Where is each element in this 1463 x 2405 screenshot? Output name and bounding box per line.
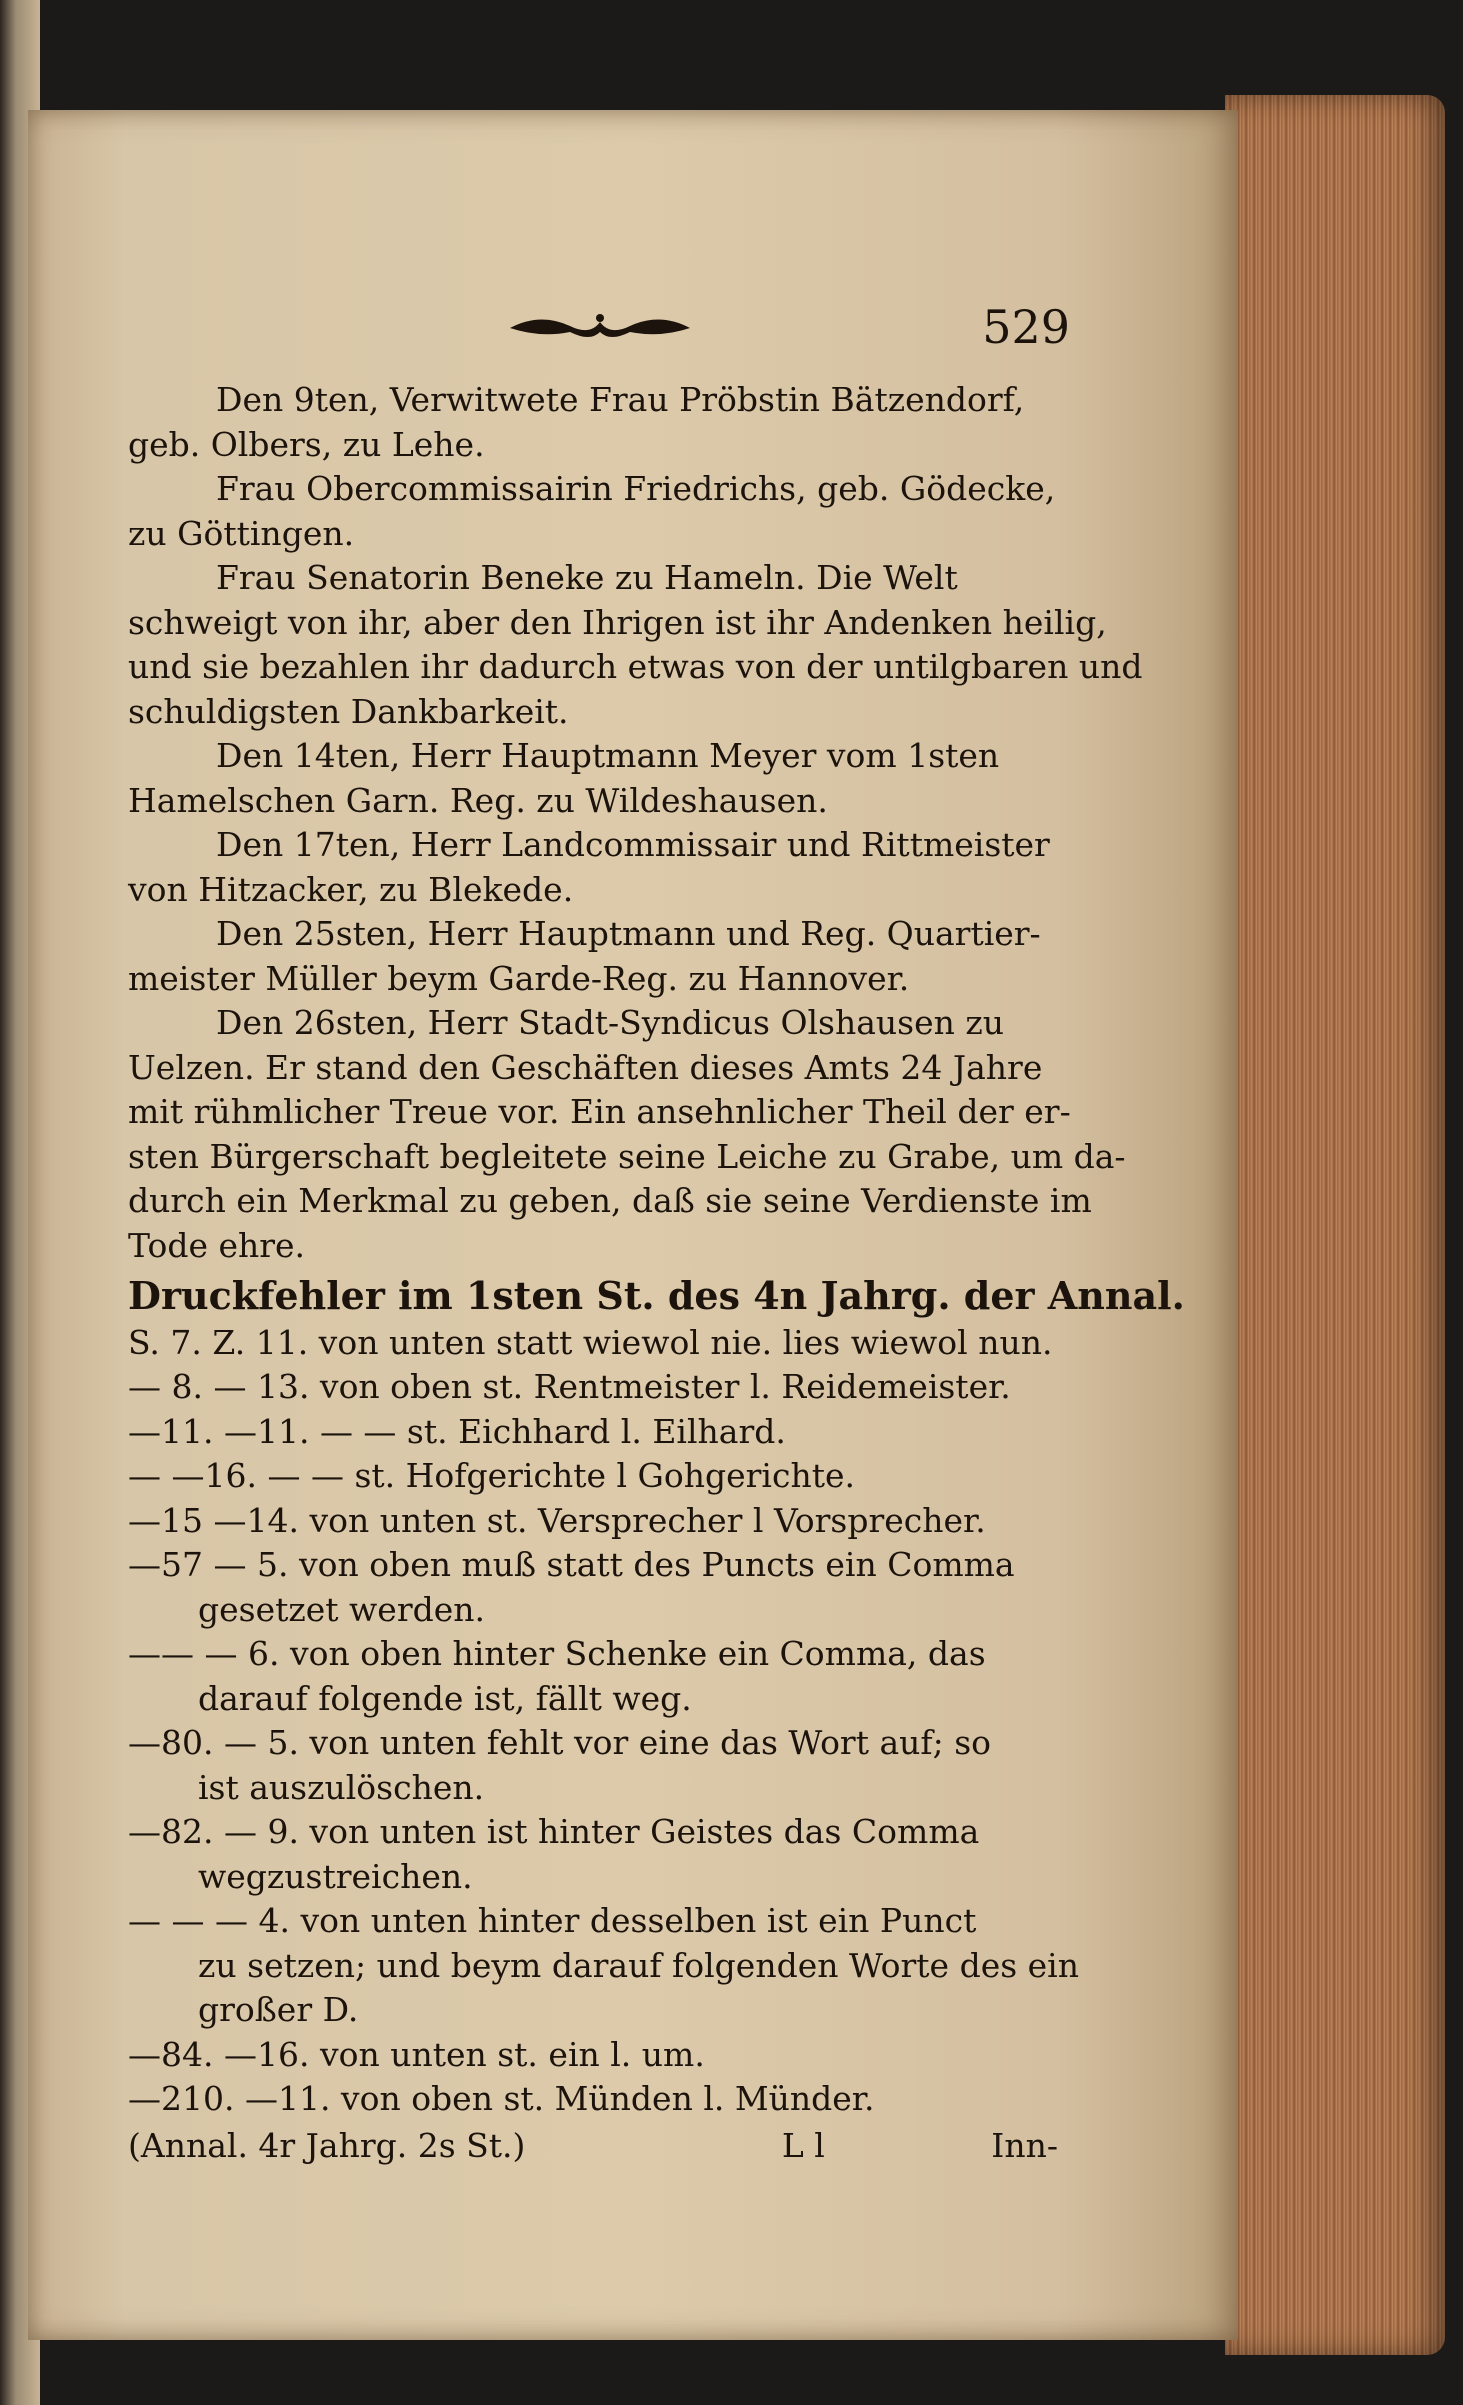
- text-line: mit rühmlicher Treue vor. Ein ansehnlicher Theil der er-: [128, 1092, 1071, 1131]
- text-line: meister Müller beym Garde-Reg. zu Hannover.: [128, 958, 910, 998]
- errata-entry-continuation: gesetzet werden.: [198, 1589, 485, 1629]
- errata-entry: —210. —11. von oben st. Münden l. Münder.: [128, 2079, 875, 2118]
- text-line: schuldigsten Dankbarkeit.: [128, 691, 569, 731]
- page-number: 529: [982, 300, 1070, 354]
- text-line: und sie bezahlen ihr dadurch etwas von der untilgbaren und: [128, 647, 1143, 686]
- page-text: [128, 378, 1185, 2168]
- errata-entry: —15 —14. von unten st. Versprecher l Vorsprecher.: [128, 1500, 986, 1540]
- text-line: Tode ehre.: [128, 1225, 306, 1265]
- text-line: schweigt von ihr, aber den Ihrigen ist ihr Andenken heilig,: [128, 602, 1107, 642]
- page-header: [500, 300, 1080, 360]
- text-line: Den 26sten, Herr Stadt-Syndicus Olshausen zu: [216, 1003, 1005, 1042]
- errata-heading: Druckfehler im 1sten St. des 4n Jahrg. der Annal.: [128, 1273, 1185, 1318]
- text-line: von Hitzacker, zu Blekede.: [128, 869, 574, 909]
- errata-entry: —82. — 9. von unten ist hinter Geistes das Comma: [128, 1812, 980, 1851]
- fleuron-ornament-icon: [500, 308, 700, 342]
- text-line: Uelzen. Er stand den Geschäften dieses Amts 24 Jahre: [128, 1047, 1043, 1087]
- errata-entry-continuation: wegzustreichen.: [198, 1856, 473, 1896]
- errata-entry: —84. —16. von unten st. ein l. um.: [128, 2034, 705, 2074]
- text-line: Den 25sten, Herr Hauptmann und Reg. Quartier-: [216, 914, 1041, 953]
- errata-entry: —57 — 5. von oben muß statt des Puncts ein Comma: [128, 1545, 1015, 1584]
- text-line: Den 14ten, Herr Hauptmann Meyer vom 1sten: [216, 736, 1000, 775]
- errata-entry-continuation: großer D.: [198, 1990, 359, 2029]
- errata-entry: —80. — 5. von unten fehlt vor eine das Wort auf; so: [128, 1723, 992, 1762]
- text-line: Frau Senatorin Beneke zu Hameln. Die Welt: [216, 558, 958, 597]
- text-line: sten Bürgerschaft begleitete seine Leiche zu Grabe, um da-: [128, 1136, 1126, 1176]
- errata-entry: — —16. — — st. Hofgerichte l Gohgerichte.: [128, 1456, 855, 1495]
- errata-list: [128, 1321, 1079, 2122]
- text-line: Den 9ten, Verwitwete Frau Pröbstin Bätzendorf,: [216, 380, 1025, 419]
- source-reference: (Annal. 4r Jahrg. 2s St.): [128, 2125, 526, 2165]
- text-line: Frau Obercommissairin Friedrichs, geb. Gödecke,: [216, 469, 1056, 508]
- text-line: Hamelschen Garn. Reg. zu Wildeshausen.: [128, 780, 828, 820]
- text-line: Den 17ten, Herr Landcommissair und Rittmeister: [216, 825, 1050, 864]
- catchword: Inn-: [991, 2125, 1058, 2165]
- errata-entry: — — — 4. von unten hinter desselben ist ein Punct: [128, 1901, 977, 1940]
- text-line: durch ein Merkmal zu geben, daß sie seine Verdienste im: [128, 1181, 1092, 1220]
- page-block-edges: [1225, 95, 1445, 2355]
- errata-entry-continuation: zu setzen; und beym darauf folgenden Worte des ein: [198, 1945, 1079, 1985]
- text-line: geb. Olbers, zu Lehe.: [128, 424, 485, 464]
- errata-entry-continuation: ist auszulöschen.: [198, 1767, 485, 1807]
- signature-mark: L l: [781, 2125, 825, 2165]
- errata-entry-continuation: darauf folgende ist, fällt weg.: [198, 1678, 692, 1718]
- page-footer: [128, 2124, 1058, 2169]
- errata-entry: —— — 6. von oben hinter Schenke ein Comma, das: [128, 1634, 986, 1673]
- errata-entry: —11. —11. — — st. Eichhard l. Eilhard.: [128, 1411, 786, 1451]
- text-line: zu Göttingen.: [128, 513, 355, 553]
- errata-entry: — 8. — 13. von oben st. Rentmeister l. Reidemeister.: [128, 1367, 1011, 1406]
- errata-entry: S. 7. Z. 11. von unten statt wiewol nie. lies wiewol nun.: [128, 1322, 1053, 1362]
